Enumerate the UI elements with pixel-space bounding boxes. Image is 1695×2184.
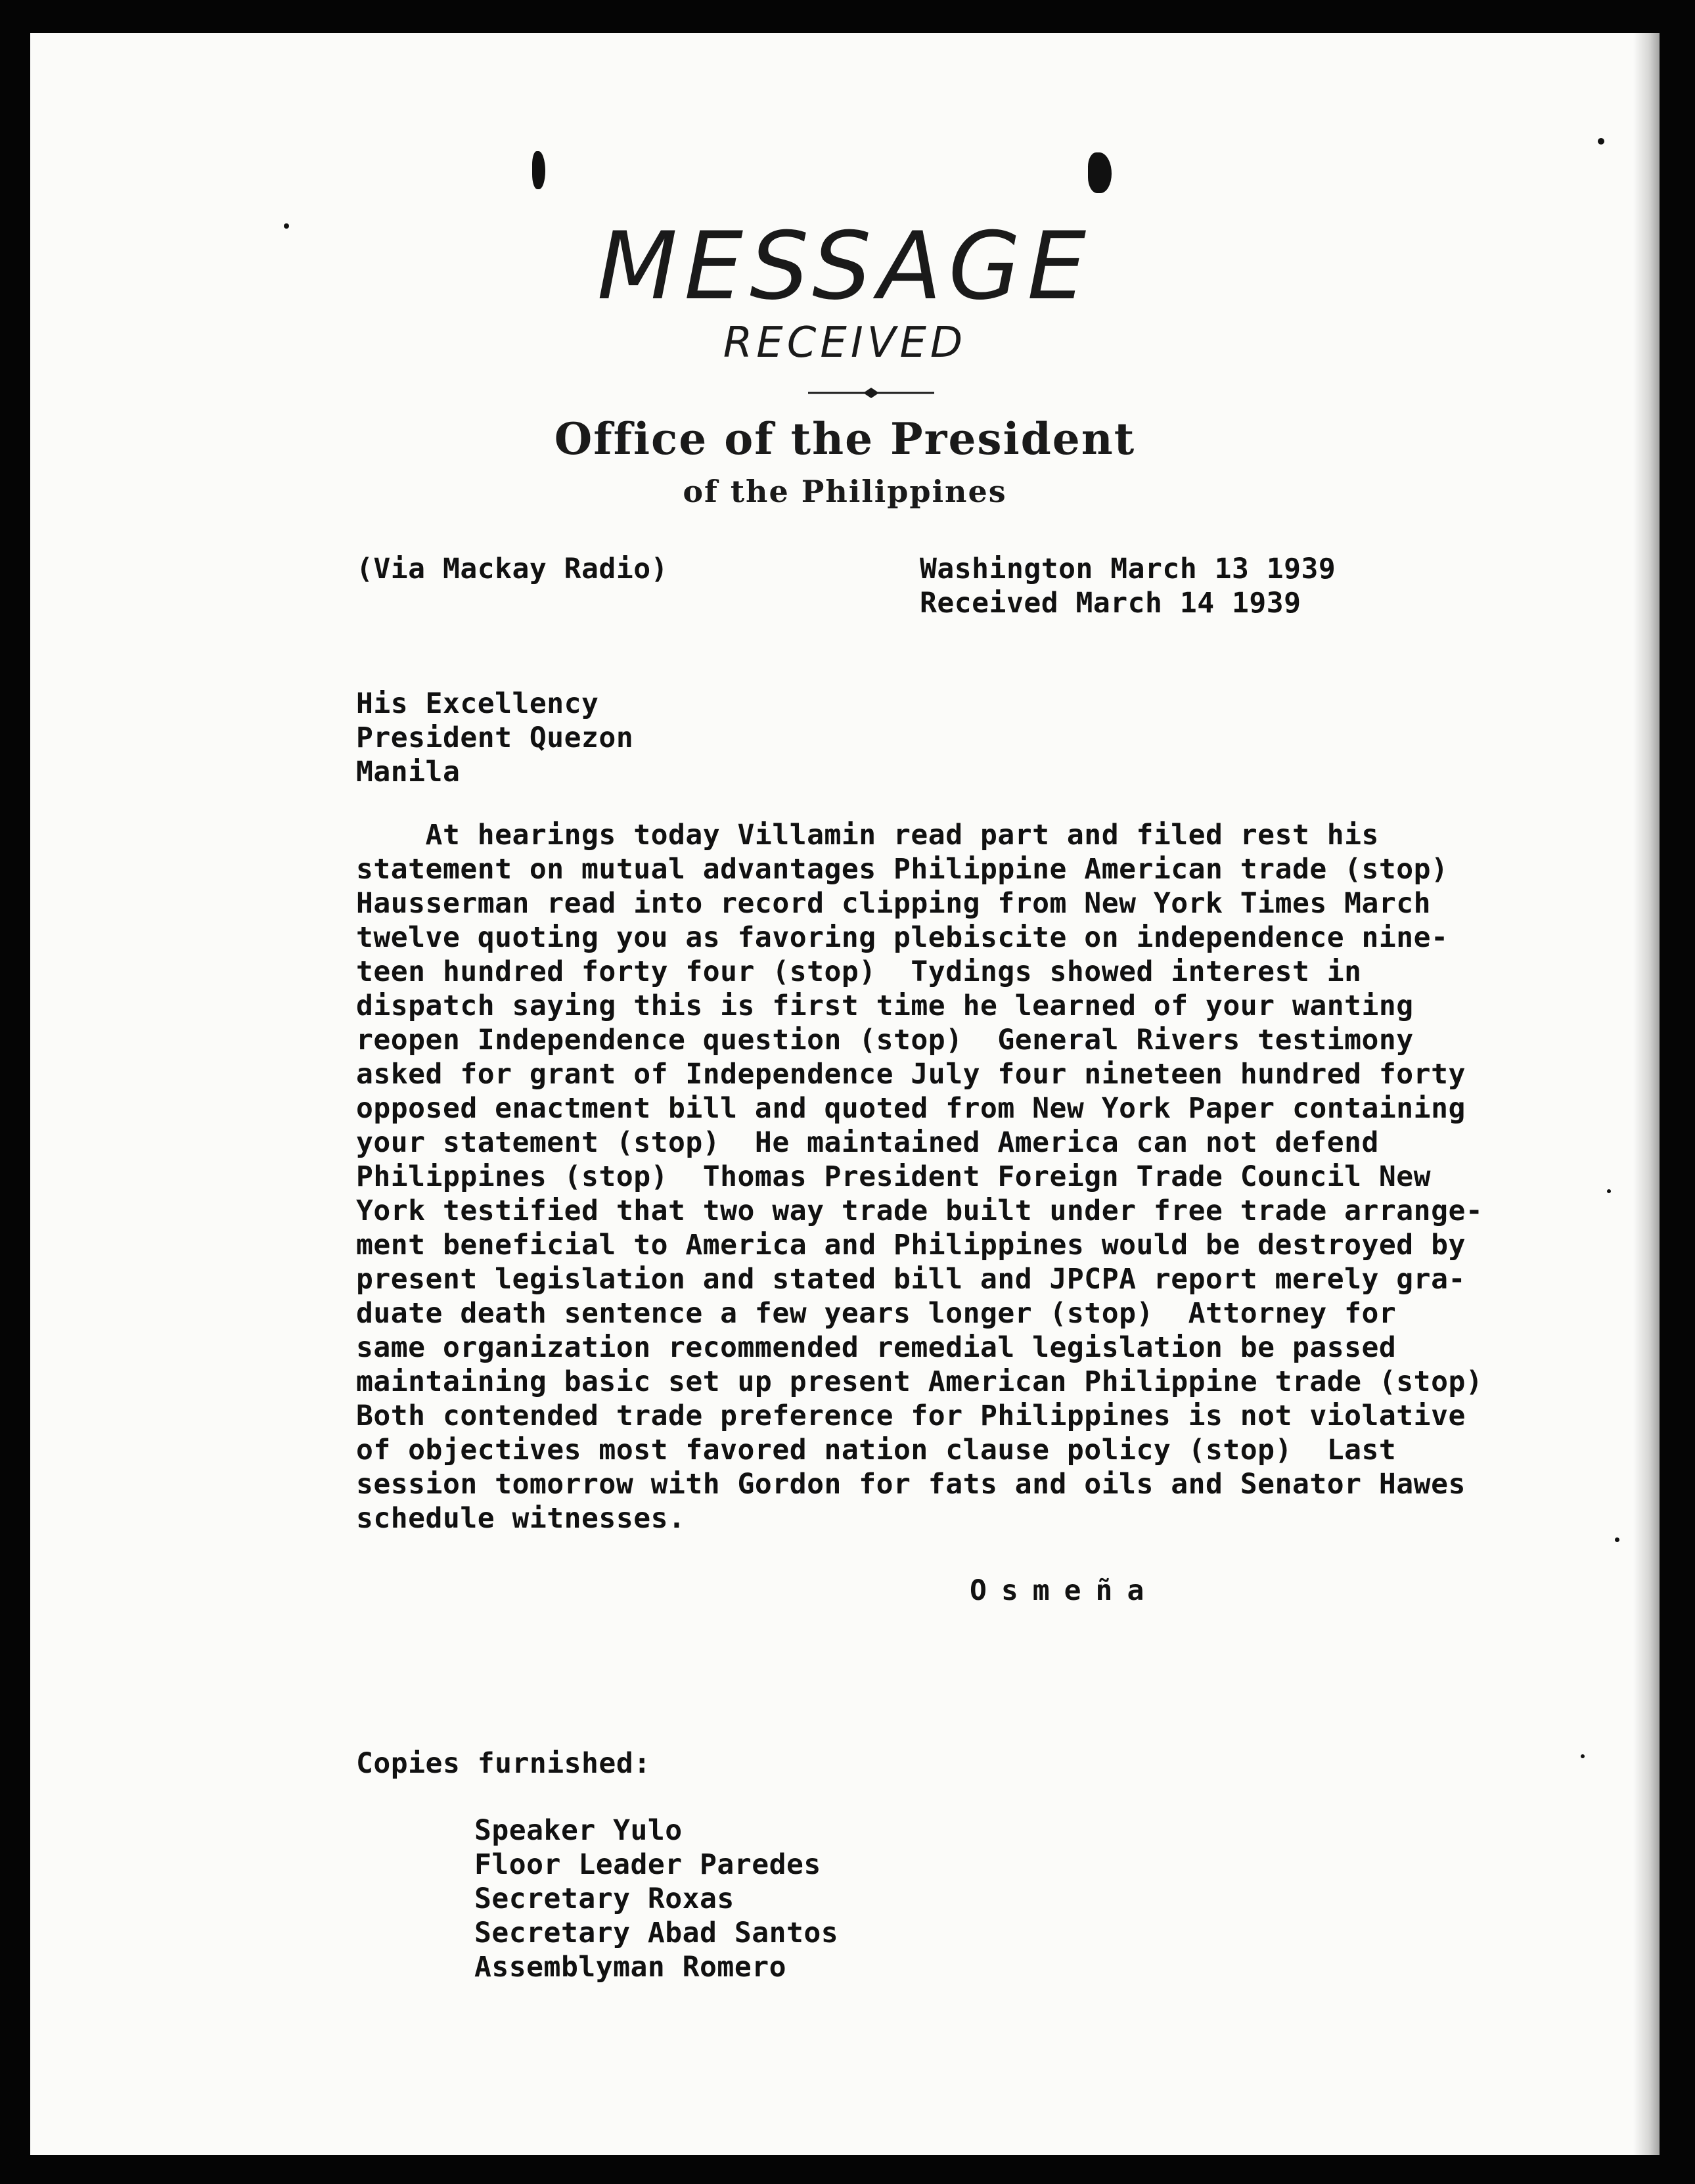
- body-line: teen hundred forty four (stop) Tydings showed interest in: [356, 955, 1362, 988]
- copies-list: [474, 1813, 838, 1984]
- body-line: present legislation and stated bill and JPCPA report merely gra-: [356, 1263, 1466, 1296]
- message-body: [356, 818, 1483, 1536]
- body-line: opposed enactment bill and quoted from New York Paper containing: [356, 1092, 1466, 1125]
- addressee-line: His Excellency: [356, 687, 599, 720]
- received-date: Received March 14 1939: [920, 587, 1301, 620]
- scan-speck: [1607, 1189, 1611, 1193]
- body-line: same organization recommended remedial legislation be passed: [356, 1331, 1397, 1364]
- body-line: session tomorrow with Gordon for fats and oils and Senator Hawes: [356, 1468, 1466, 1501]
- sent-date: Washington March 13 1939: [920, 553, 1336, 585]
- body-line: your statement (stop) He maintained America can not defend: [356, 1126, 1379, 1159]
- copy-recipient: Secretary Abad Santos: [474, 1917, 839, 1949]
- letterhead-country: of the Philippines: [683, 474, 1007, 509]
- body-line: At hearings today Villamin read part and filed rest his: [356, 819, 1379, 852]
- body-line: Both contended trade preference for Philippines is not violative: [356, 1399, 1466, 1432]
- body-line: Hausserman read into record clipping from New York Times March: [356, 887, 1432, 920]
- addressee-block: [356, 687, 633, 789]
- body-line: twelve quoting you as favoring plebiscite on independence nine-: [356, 921, 1449, 954]
- addressee-line: Manila: [356, 756, 461, 788]
- body-line: asked for grant of Independence July four nineteen hundred forty: [356, 1058, 1466, 1091]
- transmission-via: (Via Mackay Radio): [356, 553, 668, 585]
- body-line: York testified that two way trade built under free trade arrange-: [356, 1194, 1483, 1227]
- copy-recipient: Speaker Yulo: [474, 1814, 683, 1847]
- copy-recipient: Secretary Roxas: [474, 1882, 734, 1915]
- copy-recipient: Floor Leader Paredes: [474, 1848, 821, 1881]
- letterhead-title: MESSAGE: [597, 212, 1093, 321]
- addressee-line: President Quezon: [356, 721, 634, 754]
- scan-speck: [1598, 138, 1604, 145]
- body-line: dispatch saying this is first time he learned of your wanting: [356, 990, 1414, 1022]
- scan-speck: [1615, 1537, 1619, 1542]
- body-line: statement on mutual advantages Philippine American trade (stop): [356, 853, 1449, 886]
- letterhead-office: Office of the President: [554, 413, 1136, 465]
- document-page: [30, 33, 1660, 2155]
- body-line: of objectives most favored nation clause policy (stop) Last: [356, 1434, 1397, 1467]
- ornament-divider-icon: [805, 385, 937, 401]
- letterhead-subtitle: RECEIVED: [723, 319, 967, 367]
- body-line: duate death sentence a few years longer (stop) Attorney for: [356, 1297, 1397, 1330]
- body-line: schedule witnesses.: [356, 1502, 686, 1535]
- date-block: [920, 552, 1336, 620]
- ink-blot-right: [1088, 152, 1112, 193]
- ink-blot-left: [532, 151, 545, 189]
- signature: Osmeña: [970, 1574, 1159, 1607]
- body-line: ment beneficial to America and Philippines would be destroyed by: [356, 1229, 1466, 1262]
- copy-recipient: Assemblyman Romero: [474, 1951, 786, 1984]
- copies-heading: Copies furnished:: [356, 1747, 651, 1780]
- body-line: Philippines (stop) Thomas President Foreign Trade Council New: [356, 1160, 1432, 1193]
- scan-speck: [1581, 1754, 1585, 1758]
- body-line: reopen Independence question (stop) General Rivers testimony: [356, 1024, 1414, 1057]
- body-line: maintaining basic set up present American Philippine trade (stop): [356, 1365, 1483, 1398]
